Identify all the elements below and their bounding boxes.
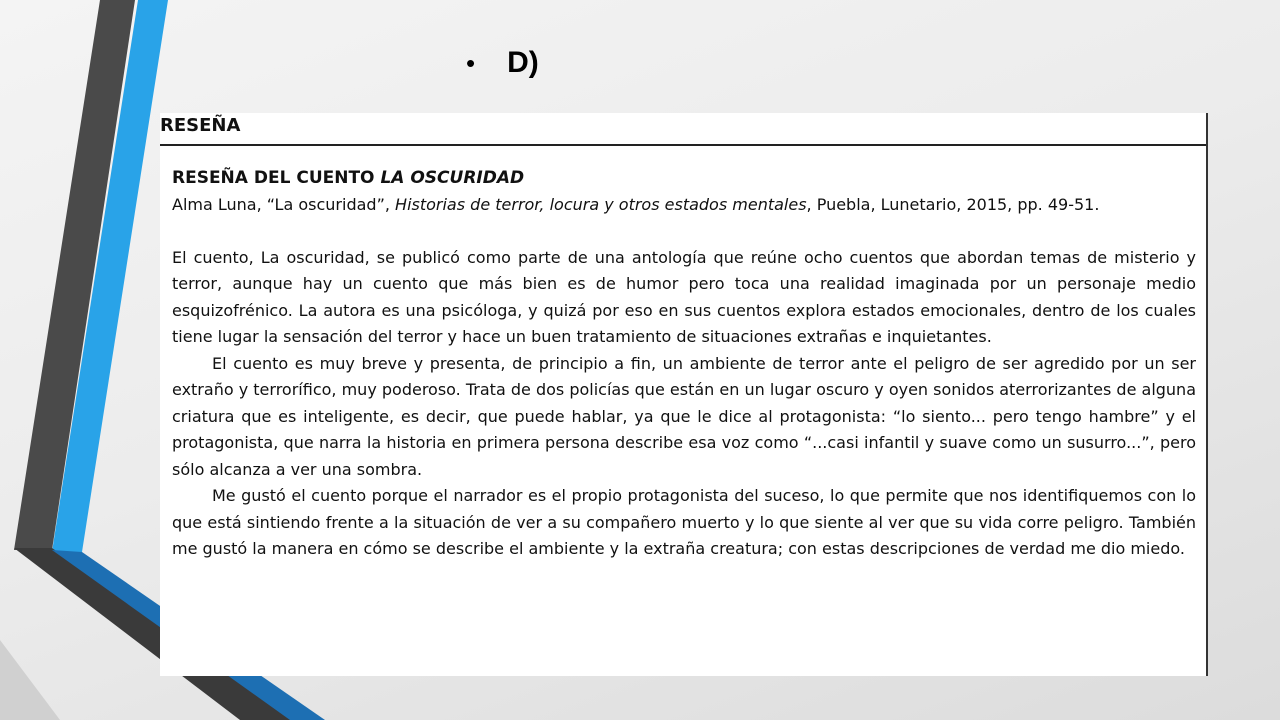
review-title xyxy=(172,165,1196,192)
paragraph-1: El cuento, La oscuridad, se publicó como parte de una antología que reúne ocho cuentos que abordan temas de misterio y terror, aunque hay un cuento que más bien es de humor pero toca una realidad imaginada por un personaje medio esquizofrénico. La autora es una psicóloga, y quizá por eso en sus cuentos explora estados emocionales, dentro de los cuales tiene lugar la sensación del terror y hace un buen tratamiento de situaciones extrañas e inquietantes. xyxy=(172,247,1196,346)
document-body xyxy=(172,165,1196,563)
slide-title-text: D) xyxy=(507,46,539,79)
citation-author: Alma Luna, “La oscuridad”, xyxy=(172,194,396,214)
paragraph-2: El cuento es muy breve y presenta, de principio a fin, un ambiente de terror ante el peligro de ser agredido por un ser extraño y terrorífico, muy poderoso. Trata de dos policías que están en un lugar oscuro y oyen sonidos aterrorizantes de alguna criatura que es inteligente, es decir, que puede hablar, ya que le dice al protagonista: “lo siento... pero tengo hambre” y el protagonista, que narra la historia en primera persona describe esa voz como “...casi infantil y suave como un susurro...”, pero sólo alcanza a ver una sombra. xyxy=(172,353,1196,479)
paragraph-3: Me gustó el cuento porque el narrador es el propio protagonista del suceso, lo que permite que nos identifiquemos con lo que está sintiendo frente a la situación de ver a su compañero muerto y lo que siente al ver que su vida corre peligro. También me gustó la manera en cómo se describe el ambiente y la extraña creatura; con estas descripciones de verdad me dio miedo. xyxy=(172,486,1196,558)
review-title-prefix: RESEÑA DEL CUENTO xyxy=(172,168,381,188)
bullet-icon: • xyxy=(466,47,476,78)
gray-corner xyxy=(0,640,60,720)
heading-divider xyxy=(160,144,1206,146)
section-heading: RESEÑA xyxy=(160,115,241,136)
citation-book: Historias de terror, locura y otros estados mentales xyxy=(395,194,807,214)
citation xyxy=(172,192,1196,219)
review-title-work: LA OSCURIDAD xyxy=(380,168,525,188)
citation-publisher: , Puebla, Lunetario, 2015, pp. 49-51. xyxy=(806,194,1100,214)
scanned-review-document xyxy=(160,113,1208,676)
slide-title xyxy=(466,46,539,80)
